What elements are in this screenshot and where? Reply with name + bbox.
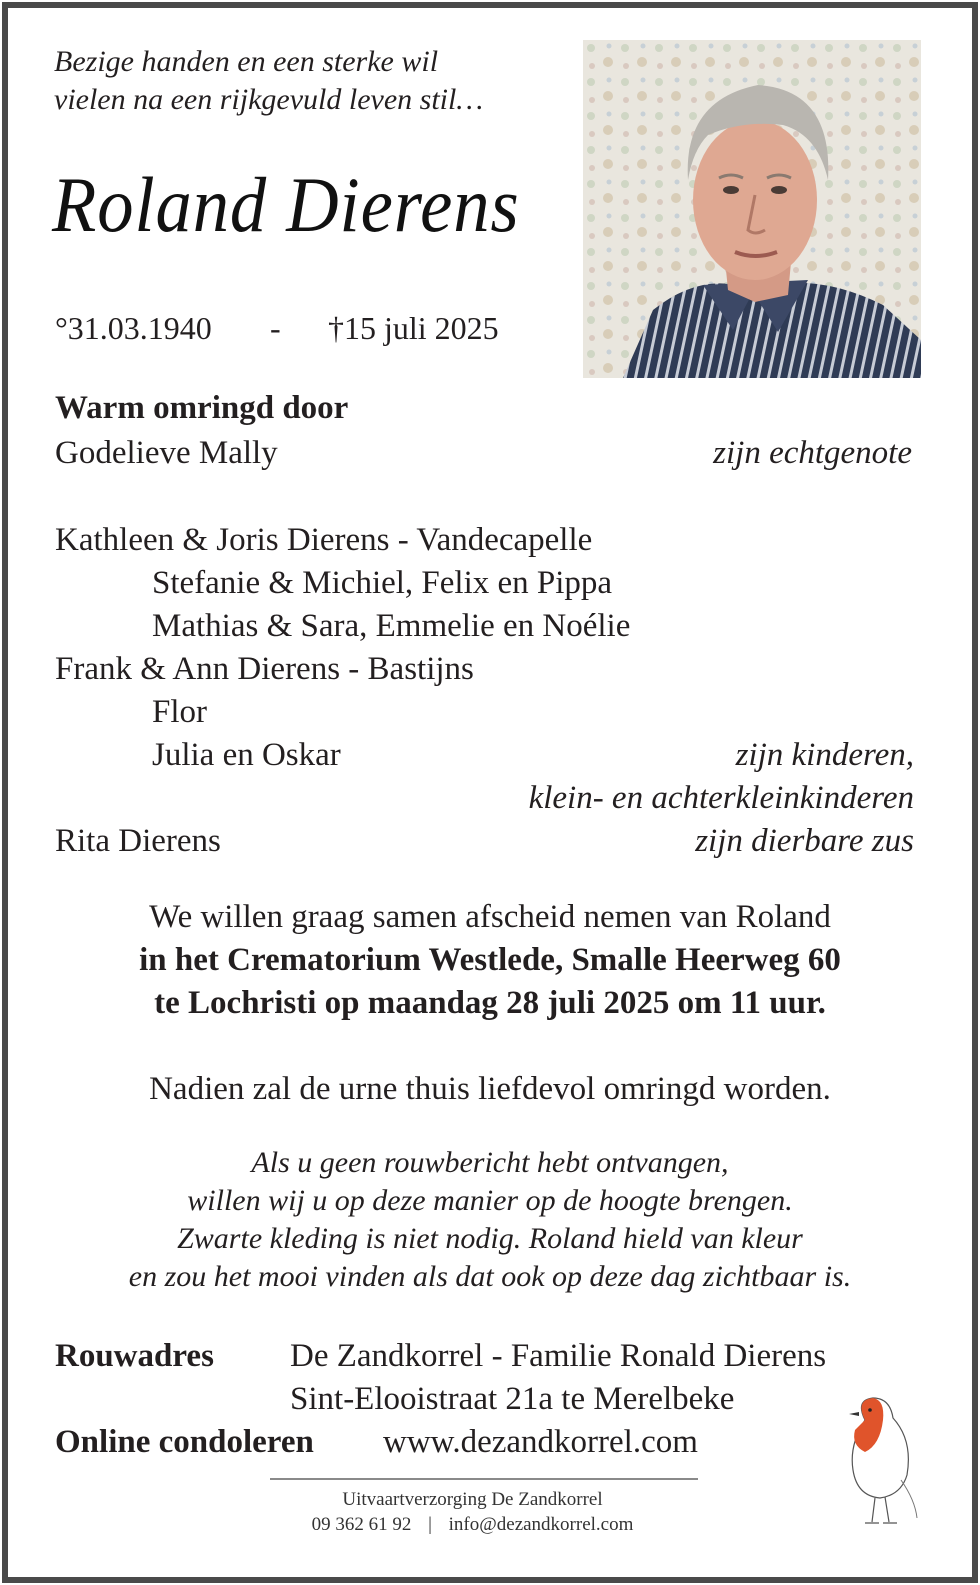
death-date: †15 juli 2025 xyxy=(328,310,499,346)
notice-line-2: willen wij u op deze manier op de hoogte brengen. xyxy=(187,1184,793,1217)
family-line-6: Julia en Oskar xyxy=(152,737,341,773)
birth-date: °31.03.1940 xyxy=(55,310,212,346)
motto-line-2: vielen na een rijkgevuld leven stil… xyxy=(54,83,484,116)
footer-contact xyxy=(270,1514,675,1536)
address-line-1: De Zandkorrel - Familie Ronald Dierens xyxy=(290,1338,827,1374)
sister-relation: zijn dierbare zus xyxy=(695,823,914,859)
footer-email[interactable]: info@dezandkorrel.com xyxy=(448,1514,634,1535)
deceased-name: Roland Dierens xyxy=(52,161,520,248)
urn-line: Nadien zal de urne thuis liefdevol omringd worden. xyxy=(149,1071,831,1107)
footer-divider: | xyxy=(428,1514,432,1535)
robin-icon xyxy=(835,1390,920,1530)
motto-line-1: Bezige handen en een sterke wil xyxy=(54,45,439,78)
address-line-2: Sint-Elooistraat 21a te Merelbeke xyxy=(290,1381,735,1417)
children-relation-2: klein- en achterkleinkinderen xyxy=(528,780,914,816)
footer-phone[interactable]: 09 362 61 92 xyxy=(311,1514,412,1535)
date-separator: - xyxy=(270,310,281,346)
family-heading: Warm omringd door xyxy=(55,390,349,426)
family-line-2: Stefanie & Michiel, Felix en Pippa xyxy=(152,565,613,601)
ceremony-line-2: in het Crematorium Westlede, Smalle Heerweg 60 xyxy=(139,942,841,978)
children-relation-1: zijn kinderen, xyxy=(735,737,914,773)
footer-company: Uitvaartverzorging De Zandkorrel xyxy=(342,1489,603,1510)
online-label: Online condoleren xyxy=(55,1424,314,1460)
family-line-5: Flor xyxy=(152,694,208,730)
family-line-4: Frank & Ann Dierens - Bastijns xyxy=(55,651,474,687)
spouse-relation: zijn echtgenote xyxy=(713,435,912,471)
sister-name: Rita Dierens xyxy=(55,823,221,859)
ceremony-line-3: te Lochristi op maandag 28 juli 2025 om 11 uur. xyxy=(154,985,826,1021)
family-line-1: Kathleen & Joris Dierens - Vandecapelle xyxy=(55,522,593,558)
notice-line-1: Als u geen rouwbericht hebt ontvangen, xyxy=(251,1146,729,1179)
footer-rule xyxy=(270,1478,698,1480)
portrait-photo xyxy=(583,40,921,378)
ceremony-line-1: We willen graag samen afscheid nemen van Roland xyxy=(149,899,831,935)
motto xyxy=(54,43,483,119)
family-line-3: Mathias & Sara, Emmelie en Noélie xyxy=(152,608,631,644)
notice-line-3: Zwarte kleding is niet nodig. Roland hield van kleur xyxy=(177,1222,803,1255)
spouse-name: Godelieve Mally xyxy=(55,435,278,471)
online-url[interactable]: www.dezandkorrel.com xyxy=(383,1424,698,1460)
address-label: Rouwadres xyxy=(55,1338,214,1374)
notice-line-4: en zou het mooi vinden als dat ook op deze dag zichtbaar is. xyxy=(128,1260,852,1293)
